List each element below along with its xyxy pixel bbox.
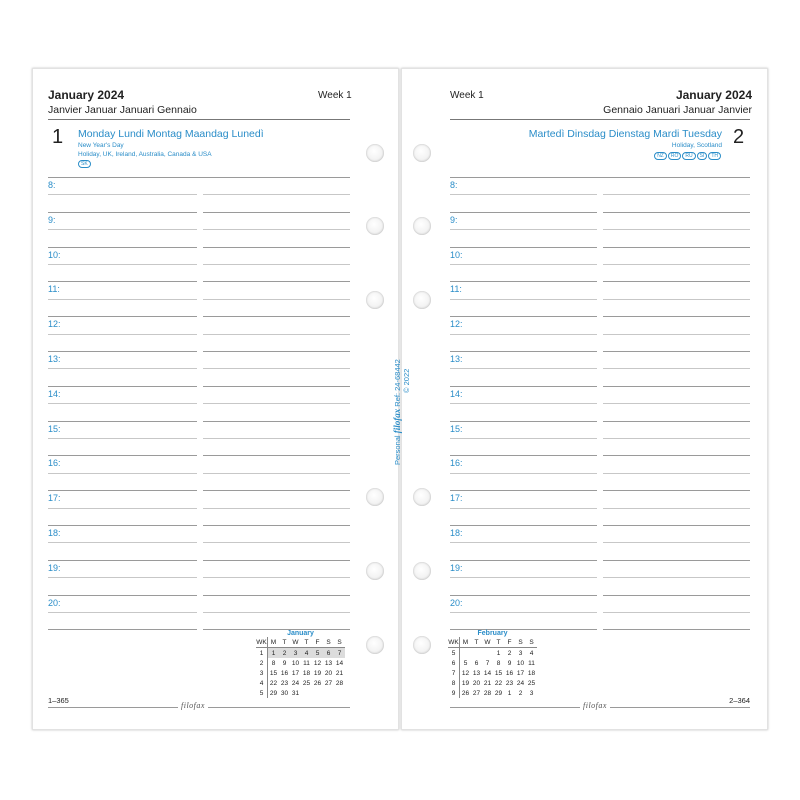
hour-top-line bbox=[450, 177, 750, 178]
calendar-day bbox=[323, 688, 334, 698]
ring-hole-icon bbox=[413, 144, 431, 162]
calendar-day: 16 bbox=[505, 669, 514, 677]
week-number: 5 bbox=[448, 648, 460, 659]
ring-hole-icon bbox=[366, 144, 384, 162]
weekday-header: M bbox=[460, 637, 472, 648]
half-hour-line bbox=[48, 299, 197, 300]
half-hour-line bbox=[603, 229, 750, 230]
spine-copyright: © 2022 bbox=[402, 368, 411, 393]
calendar-day: 3 bbox=[529, 689, 534, 697]
hour-label: 18: bbox=[48, 528, 61, 538]
hour-line[interactable] bbox=[450, 421, 597, 422]
hour-line[interactable] bbox=[203, 351, 350, 352]
hour-line[interactable] bbox=[603, 525, 750, 526]
hour-line[interactable] bbox=[450, 525, 597, 526]
calendar-day bbox=[460, 648, 472, 659]
weekday-header: T bbox=[493, 637, 504, 648]
right-day-name bbox=[529, 128, 722, 140]
hour-label: 16: bbox=[450, 458, 463, 469]
weekday-header: F bbox=[504, 637, 515, 648]
half-hour-line bbox=[603, 577, 750, 578]
hour-line[interactable] bbox=[603, 595, 750, 596]
hour-line[interactable] bbox=[603, 247, 750, 248]
ring-hole-icon bbox=[366, 217, 384, 235]
half-hour-line bbox=[603, 612, 750, 613]
calendar-day: 9 bbox=[507, 659, 512, 667]
calendar-day: 25 bbox=[527, 679, 536, 687]
country-badge: SK bbox=[78, 160, 91, 168]
hour-line[interactable] bbox=[203, 281, 350, 282]
hour-label: 12: bbox=[48, 319, 61, 330]
spine-ref: Ref: 24-68442 bbox=[393, 359, 402, 407]
calendar-day: 4 bbox=[529, 649, 534, 657]
hour-line[interactable] bbox=[450, 281, 597, 282]
weekday-header: T bbox=[301, 637, 312, 648]
calendar-day: 1 bbox=[496, 649, 501, 657]
mini-calendar-february bbox=[448, 630, 537, 698]
hour-line[interactable] bbox=[203, 212, 350, 213]
half-hour-line bbox=[450, 612, 597, 613]
calendar-day: 15 bbox=[494, 669, 503, 677]
hour-label: 15: bbox=[48, 423, 61, 434]
hour-line[interactable] bbox=[603, 421, 750, 422]
hour-line[interactable] bbox=[48, 421, 197, 422]
calendar-day: 15 bbox=[269, 669, 278, 677]
half-hour-line bbox=[603, 264, 750, 265]
week-number: 6 bbox=[448, 658, 460, 668]
hour-label: 11: bbox=[450, 284, 462, 295]
left-day-number: 1 bbox=[52, 126, 64, 148]
hour-line[interactable] bbox=[48, 490, 197, 491]
half-hour-line bbox=[48, 438, 197, 439]
hour-label: 19: bbox=[450, 562, 463, 573]
weekday-header: W bbox=[482, 637, 493, 648]
left-country-badges bbox=[78, 160, 92, 168]
hour-line[interactable] bbox=[603, 212, 750, 213]
half-hour-line bbox=[603, 542, 750, 543]
left-day-name-translations: Lundi Montag Maandag Lunedì bbox=[118, 128, 264, 140]
calendar-day: 16 bbox=[280, 669, 289, 677]
half-hour-line bbox=[603, 368, 750, 369]
half-hour-line bbox=[203, 508, 350, 509]
left-month-title: January 2024 bbox=[48, 88, 125, 102]
weekday-header: WK bbox=[448, 638, 459, 646]
calendar-day: 20 bbox=[324, 669, 333, 677]
ring-hole-icon bbox=[366, 488, 384, 506]
calendar-day bbox=[482, 648, 493, 659]
half-hour-line bbox=[203, 577, 350, 578]
half-hour-line bbox=[603, 299, 750, 300]
ring-hole-icon bbox=[413, 291, 431, 309]
hour-label: 11: bbox=[48, 284, 60, 295]
calendar-day: 8 bbox=[496, 659, 501, 667]
half-hour-line bbox=[450, 542, 597, 543]
left-month-translations: Janvier Januar Januari Gennaio bbox=[48, 104, 197, 116]
hour-label: 14: bbox=[450, 388, 463, 399]
calendar-day: 13 bbox=[472, 669, 481, 677]
calendar-day: 17 bbox=[516, 669, 525, 677]
filofax-logo-icon: filofax bbox=[178, 701, 208, 710]
calendar-day: 30 bbox=[280, 689, 289, 697]
hour-line[interactable] bbox=[450, 595, 597, 596]
country-badge: TH bbox=[708, 152, 721, 160]
calendar-day: 2 bbox=[518, 689, 523, 697]
half-hour-line bbox=[48, 264, 197, 265]
half-hour-line bbox=[603, 508, 750, 509]
hour-line[interactable] bbox=[48, 386, 197, 387]
half-hour-line bbox=[450, 473, 597, 474]
half-hour-line bbox=[203, 299, 350, 300]
hour-label: 20: bbox=[450, 597, 463, 608]
calendar-day: 2 bbox=[507, 649, 512, 657]
hour-line[interactable] bbox=[450, 386, 597, 387]
half-hour-line bbox=[603, 194, 750, 195]
right-month-title: January 2024 bbox=[675, 88, 752, 102]
right-page-number: 2–364 bbox=[729, 696, 750, 705]
calendar-day: 10 bbox=[516, 659, 525, 667]
half-hour-line bbox=[450, 334, 597, 335]
half-hour-line bbox=[450, 264, 597, 265]
ring-hole-icon bbox=[413, 562, 431, 580]
hour-line[interactable] bbox=[450, 212, 597, 213]
hour-label: 8: bbox=[450, 180, 458, 190]
calendar-day: 2 bbox=[279, 648, 290, 659]
calendar-day: 1 bbox=[507, 689, 512, 697]
calendar-day bbox=[301, 688, 312, 698]
calendar-day: 26 bbox=[461, 689, 470, 697]
hour-line[interactable] bbox=[450, 455, 597, 456]
calendar-day: 7 bbox=[334, 648, 345, 659]
hour-line[interactable] bbox=[48, 595, 197, 596]
hour-label: 9: bbox=[48, 214, 56, 225]
hour-line[interactable] bbox=[203, 421, 350, 422]
week-number: 9 bbox=[448, 688, 460, 698]
mini-calendar-january bbox=[256, 630, 345, 698]
hour-label: 10: bbox=[48, 249, 61, 260]
half-hour-line bbox=[203, 368, 350, 369]
right-country-badges bbox=[654, 152, 722, 160]
calendar-day: 21 bbox=[335, 669, 344, 677]
week-number: 1 bbox=[256, 648, 268, 659]
calendar-day: 27 bbox=[324, 679, 333, 687]
calendar-day: 10 bbox=[291, 659, 300, 667]
half-hour-line bbox=[450, 229, 597, 230]
hour-line[interactable] bbox=[203, 455, 350, 456]
half-hour-line bbox=[48, 577, 197, 578]
hour-line[interactable] bbox=[603, 490, 750, 491]
hour-line[interactable] bbox=[48, 560, 197, 561]
half-hour-line bbox=[48, 542, 197, 543]
calendar-day: 11 bbox=[528, 659, 535, 667]
calendar-day: 28 bbox=[335, 679, 344, 687]
hour-label: 8: bbox=[48, 180, 56, 190]
right-month-translations: Gennaio Januari Januar Janvier bbox=[603, 104, 752, 116]
country-badge: NZ bbox=[654, 152, 667, 160]
weekday-header: T bbox=[279, 637, 290, 648]
calendar-day: 1 bbox=[268, 648, 280, 659]
half-hour-line bbox=[203, 612, 350, 613]
ring-hole-icon bbox=[366, 562, 384, 580]
calendar-day: 19 bbox=[313, 669, 322, 677]
calendar-day: 8 bbox=[271, 659, 276, 667]
calendar-day: 11 bbox=[303, 659, 310, 667]
hour-label: 13: bbox=[48, 354, 61, 364]
half-hour-line bbox=[450, 299, 597, 300]
half-hour-line bbox=[450, 368, 597, 369]
hour-label: 18: bbox=[450, 528, 463, 538]
country-badge: RU bbox=[682, 152, 695, 160]
calendar-day: 24 bbox=[516, 679, 525, 687]
calendar-day: 28 bbox=[483, 689, 492, 697]
hour-line[interactable] bbox=[450, 351, 597, 352]
half-hour-line bbox=[603, 473, 750, 474]
right-day-name-translations: Martedì Dinsdag Dienstag Mardi bbox=[528, 128, 680, 140]
hour-line[interactable] bbox=[203, 316, 350, 317]
calendar-day: 6 bbox=[323, 648, 334, 659]
calendar-day bbox=[334, 688, 345, 698]
calendar-day: 21 bbox=[483, 679, 492, 687]
calendar-day: 3 bbox=[290, 648, 301, 659]
half-hour-line bbox=[48, 229, 197, 230]
half-hour-line bbox=[48, 612, 197, 613]
calendar-day: 18 bbox=[527, 669, 536, 677]
calendar-day: 29 bbox=[494, 689, 503, 697]
right-holiday-name: Holiday, Scotland bbox=[671, 142, 722, 149]
ring-hole-icon bbox=[413, 488, 431, 506]
hour-line[interactable] bbox=[203, 560, 350, 561]
half-hour-line bbox=[48, 368, 197, 369]
filofax-logo-icon: filofax bbox=[580, 701, 610, 710]
calendar-day: 6 bbox=[474, 659, 479, 667]
hour-line[interactable] bbox=[203, 490, 350, 491]
half-hour-line bbox=[450, 403, 597, 404]
weekday-header: F bbox=[312, 637, 323, 648]
half-hour-line bbox=[203, 542, 350, 543]
weekday-header: S bbox=[515, 637, 526, 648]
hour-line[interactable] bbox=[48, 212, 197, 213]
calendar-day: 29 bbox=[269, 689, 278, 697]
calendar-day: 31 bbox=[291, 689, 300, 697]
hour-line[interactable] bbox=[48, 247, 197, 248]
country-badge: SI bbox=[697, 152, 708, 160]
hour-line[interactable] bbox=[603, 560, 750, 561]
calendar-day: 4 bbox=[301, 648, 312, 659]
left-header-divider bbox=[48, 119, 350, 120]
calendar-day: 24 bbox=[291, 679, 300, 687]
week-number: 3 bbox=[256, 668, 268, 678]
calendar-day: 20 bbox=[472, 679, 481, 687]
calendar-day bbox=[471, 648, 482, 659]
half-hour-line bbox=[603, 438, 750, 439]
hour-line[interactable] bbox=[603, 351, 750, 352]
hour-label: 13: bbox=[450, 354, 463, 364]
calendar-day: 25 bbox=[302, 679, 311, 687]
hour-line[interactable] bbox=[48, 281, 197, 282]
calendar-day: 7 bbox=[485, 659, 490, 667]
hour-line[interactable] bbox=[603, 281, 750, 282]
left-day-name bbox=[78, 128, 264, 140]
half-hour-line bbox=[48, 473, 197, 474]
hour-line[interactable] bbox=[48, 316, 197, 317]
calendar-day: 14 bbox=[335, 659, 344, 667]
hour-label: 17: bbox=[450, 493, 463, 504]
calendar-day: 17 bbox=[291, 669, 300, 677]
hour-line[interactable] bbox=[203, 247, 350, 248]
weekday-header: S bbox=[323, 637, 334, 648]
weekday-header: T bbox=[471, 637, 482, 648]
hour-line[interactable] bbox=[48, 629, 197, 630]
hour-line[interactable] bbox=[603, 455, 750, 456]
half-hour-line bbox=[450, 508, 597, 509]
hour-line[interactable] bbox=[203, 386, 350, 387]
hour-line[interactable] bbox=[203, 595, 350, 596]
ring-hole-icon bbox=[413, 217, 431, 235]
calendar-day: 23 bbox=[505, 679, 514, 687]
half-hour-line bbox=[203, 334, 350, 335]
half-hour-line bbox=[48, 508, 197, 509]
calendar-day: 23 bbox=[280, 679, 289, 687]
half-hour-line bbox=[203, 438, 350, 439]
calendar-day: 5 bbox=[463, 659, 468, 667]
calendar-day: 5 bbox=[312, 648, 323, 659]
hour-label: 17: bbox=[48, 493, 61, 504]
hour-label: 15: bbox=[450, 423, 463, 434]
mini-calendar-title: February bbox=[477, 630, 508, 637]
hour-line[interactable] bbox=[48, 525, 197, 526]
right-header-divider bbox=[450, 119, 750, 120]
half-hour-line bbox=[203, 403, 350, 404]
hour-line[interactable] bbox=[450, 560, 597, 561]
right-day-name-en: Tuesday bbox=[682, 128, 722, 140]
weekday-header: M bbox=[268, 637, 280, 648]
half-hour-line bbox=[203, 473, 350, 474]
hour-line[interactable] bbox=[48, 455, 197, 456]
hour-label: 14: bbox=[48, 388, 61, 399]
half-hour-line bbox=[450, 194, 597, 195]
half-hour-line bbox=[48, 194, 197, 195]
right-day-number: 2 bbox=[733, 126, 745, 148]
half-hour-line bbox=[603, 403, 750, 404]
hour-line[interactable] bbox=[450, 247, 597, 248]
hour-line[interactable] bbox=[450, 490, 597, 491]
calendar-day: 27 bbox=[472, 689, 481, 697]
hour-label: 12: bbox=[450, 319, 463, 330]
left-holiday-detail: Holiday, UK, Ireland, Australia, Canada & USA bbox=[78, 151, 212, 158]
week-number: 2 bbox=[256, 658, 268, 668]
hour-label: 9: bbox=[450, 214, 458, 225]
week-number: 5 bbox=[256, 688, 268, 698]
half-hour-line bbox=[48, 403, 197, 404]
week-number: 4 bbox=[256, 678, 268, 688]
mini-calendar-grid bbox=[256, 637, 345, 698]
calendar-day: 26 bbox=[313, 679, 322, 687]
calendar-day: 13 bbox=[324, 659, 333, 667]
calendar-day: 12 bbox=[461, 669, 470, 677]
hour-line[interactable] bbox=[603, 316, 750, 317]
calendar-day: 14 bbox=[483, 669, 492, 677]
left-week-label: Week 1 bbox=[318, 90, 352, 101]
left-page-number: 1–365 bbox=[48, 696, 69, 705]
hour-label: 16: bbox=[48, 458, 61, 469]
hour-label: 19: bbox=[48, 562, 61, 573]
hour-line[interactable] bbox=[48, 351, 197, 352]
half-hour-line bbox=[203, 229, 350, 230]
left-holiday-name: New Year's Day bbox=[78, 142, 124, 149]
hour-top-line bbox=[48, 177, 350, 178]
half-hour-line bbox=[203, 194, 350, 195]
hour-line[interactable] bbox=[203, 525, 350, 526]
calendar-day: 3 bbox=[518, 649, 523, 657]
spine-personal: Personal bbox=[393, 435, 402, 465]
weekday-header: WK bbox=[256, 638, 267, 646]
calendar-day: 12 bbox=[313, 659, 322, 667]
half-hour-line bbox=[48, 334, 197, 335]
half-hour-line bbox=[450, 438, 597, 439]
calendar-day bbox=[312, 688, 323, 698]
hour-line[interactable] bbox=[603, 629, 750, 630]
left-day-name-en: Monday bbox=[78, 128, 116, 140]
mini-calendar-title: January bbox=[287, 630, 314, 637]
calendar-day: 18 bbox=[302, 669, 311, 677]
ring-hole-icon bbox=[413, 636, 431, 654]
ring-hole-icon bbox=[366, 636, 384, 654]
country-badge: RO bbox=[668, 152, 682, 160]
calendar-day: 9 bbox=[282, 659, 287, 667]
calendar-day: 22 bbox=[494, 679, 503, 687]
weekday-header: W bbox=[290, 637, 301, 648]
calendar-day: 19 bbox=[461, 679, 470, 687]
spine-imprint bbox=[392, 359, 411, 465]
right-week-label: Week 1 bbox=[450, 90, 484, 101]
half-hour-line bbox=[450, 577, 597, 578]
hour-label: 20: bbox=[48, 597, 61, 608]
weekday-header: S bbox=[526, 637, 537, 648]
filofax-logo-icon: filofax bbox=[392, 408, 402, 434]
ring-hole-icon bbox=[366, 291, 384, 309]
calendar-day: 22 bbox=[269, 679, 278, 687]
hour-line[interactable] bbox=[603, 386, 750, 387]
week-number: 8 bbox=[448, 678, 460, 688]
mini-calendar-grid bbox=[448, 637, 537, 698]
week-number: 7 bbox=[448, 668, 460, 678]
half-hour-line bbox=[203, 264, 350, 265]
half-hour-line bbox=[603, 334, 750, 335]
weekday-header: S bbox=[334, 637, 345, 648]
hour-label: 10: bbox=[450, 249, 463, 260]
hour-line[interactable] bbox=[450, 316, 597, 317]
